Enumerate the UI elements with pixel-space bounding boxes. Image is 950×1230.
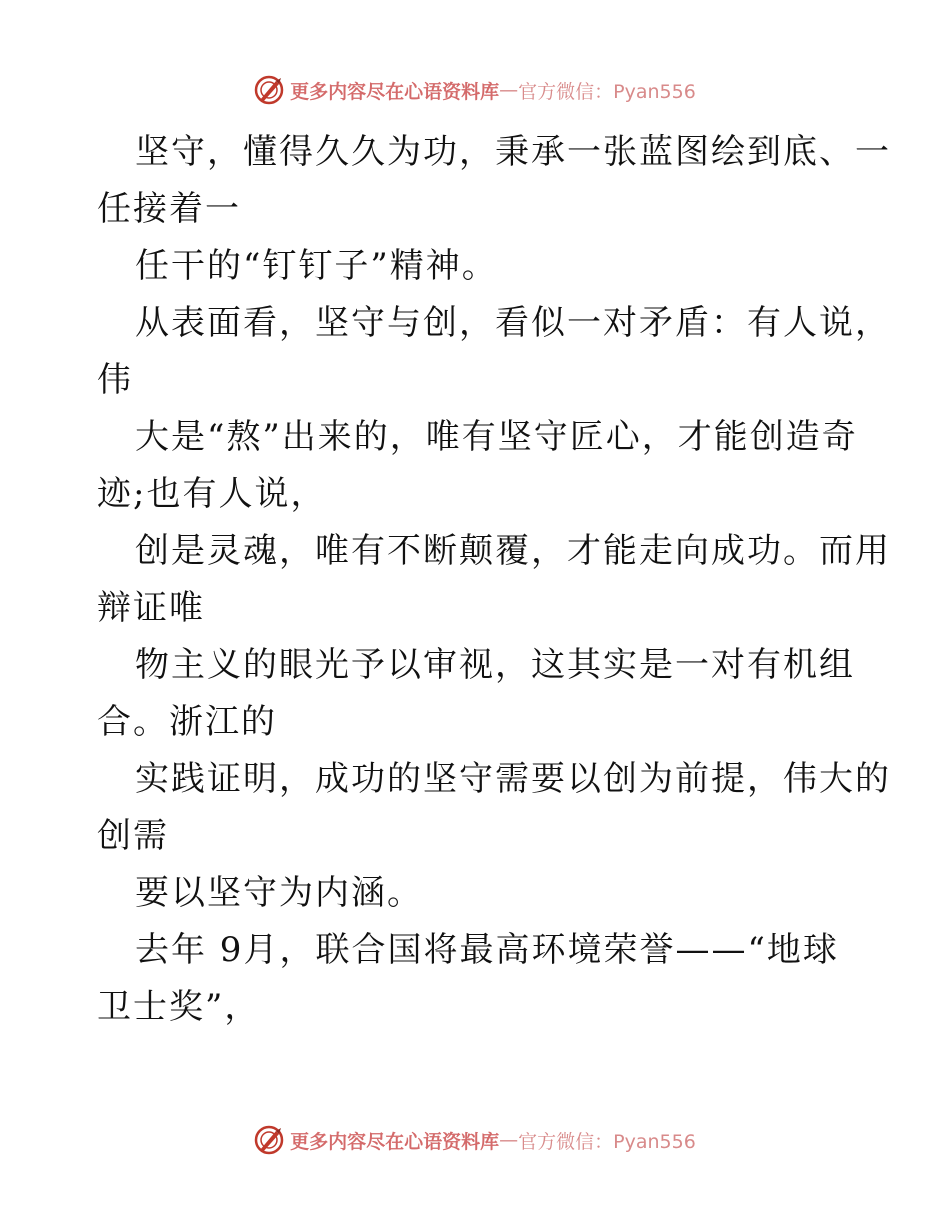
document-body <box>97 124 891 1036</box>
text-line: 卫士奖”， <box>97 987 261 1027</box>
text-line: 去年 9月，联合国将最高环境荣誉——“地球 <box>135 930 839 970</box>
text-line: 从表面看，坚守与创，看似一对矛盾：有人说， <box>135 303 891 343</box>
footer-banner <box>0 1120 950 1160</box>
text-line: 任接着一 <box>97 189 241 229</box>
quill-pen-logo-icon <box>254 1125 284 1155</box>
text-line: 创需 <box>97 816 169 856</box>
text-line: 任干的“钉钉子”精神。 <box>135 246 498 286</box>
quill-pen-logo-icon <box>254 75 284 105</box>
header-wechat-id: 官方微信：Pyan556 <box>518 80 696 103</box>
text-line: 合。浙江的 <box>97 702 277 742</box>
footer-wechat-id: 官方微信：Pyan556 <box>518 1130 696 1153</box>
header-banner-separator: — <box>499 79 519 101</box>
text-line: 坚守，懂得久久为功，秉承一张蓝图绘到底、一 <box>135 132 891 172</box>
text-line: 大是“熬”出来的，唯有坚守匠心，才能创造奇 <box>135 417 858 457</box>
header-banner <box>0 70 950 110</box>
text-line: 迹;也有人说， <box>97 474 327 514</box>
footer-banner-separator: — <box>499 1129 519 1151</box>
text-line: 要以坚守为内涵。 <box>135 873 423 913</box>
text-line: 创是灵魂，唯有不断颠覆，才能走向成功。而用 <box>135 531 891 571</box>
footer-banner-text: 更多内容尽在心语资料库 <box>290 1130 500 1153</box>
text-line: 辩证唯 <box>97 588 205 628</box>
header-banner-text: 更多内容尽在心语资料库 <box>290 80 500 103</box>
text-line: 实践证明，成功的坚守需要以创为前提，伟大的 <box>135 759 891 799</box>
text-line: 物主义的眼光予以审视，这其实是一对有机组 <box>135 645 855 685</box>
text-line: 伟 <box>97 360 133 400</box>
